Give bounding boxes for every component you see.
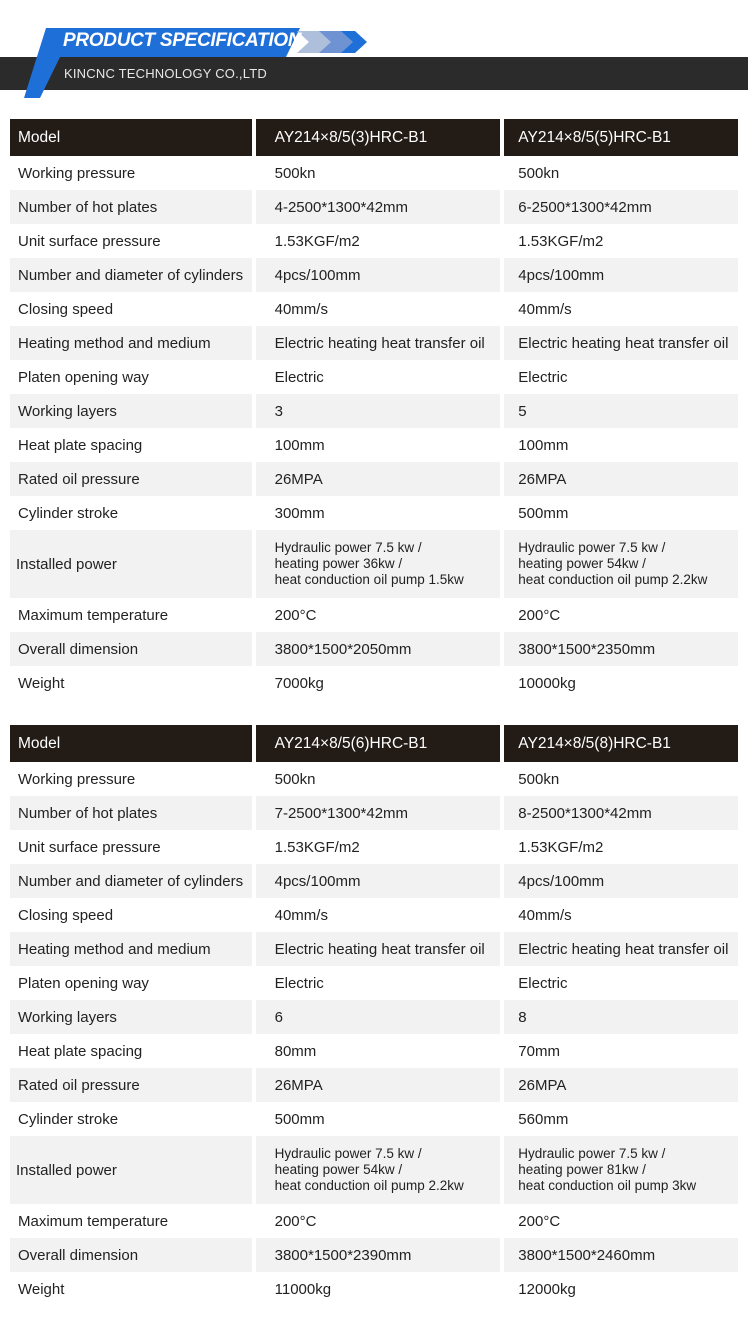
spec-label: Heat plate spacing: [18, 1042, 143, 1060]
spec-table-1: [10, 119, 738, 700]
spec-label: Installed power: [10, 530, 252, 598]
spec-value: Electric heating heat transfer oil: [504, 326, 738, 360]
table-row: [10, 190, 738, 224]
spec-value: 560mm: [518, 1110, 569, 1128]
spec-value: 3: [256, 394, 501, 428]
spec-label: Overall dimension: [10, 632, 252, 666]
spec-value: 3800*1500*2350mm: [504, 632, 738, 666]
model-name: AY214×8/5(6)HRC-B1: [256, 725, 501, 762]
power-line: heating power 54kw /: [518, 556, 646, 571]
spec-value: 7000kg: [274, 674, 324, 692]
table-row: [10, 292, 738, 326]
spec-value: 500kn: [274, 164, 316, 182]
spec-value: 26MPA: [256, 462, 501, 496]
model-name: AY214×8/5(5)HRC-B1: [504, 119, 738, 156]
power-line: heat conduction oil pump 3kw: [518, 1178, 697, 1193]
table-row: [10, 932, 738, 966]
table-row: [10, 1272, 738, 1306]
spec-label: Unit surface pressure: [18, 838, 161, 856]
spec-value: 4pcs/100mm: [256, 864, 501, 898]
table-row: [10, 864, 738, 898]
spec-value: 12000kg: [518, 1280, 576, 1298]
spec-label: Closing speed: [18, 300, 114, 318]
power-line: Hydraulic power 7.5 kw /: [518, 1146, 666, 1161]
spec-value: 40mm/s: [518, 300, 572, 318]
spec-value: 40mm/s: [274, 906, 328, 924]
spec-label: Cylinder stroke: [18, 504, 119, 522]
spec-label: Unit surface pressure: [18, 232, 161, 250]
spec-value: Electric heating heat transfer oil: [504, 932, 738, 966]
company-name: KINCNC TECHNOLOGY CO.,LTD: [64, 66, 267, 81]
table-row: [10, 496, 738, 530]
spec-value: Electric heating heat transfer oil: [256, 932, 501, 966]
table-row: [10, 898, 738, 932]
table-row: [10, 1000, 738, 1034]
spec-label: Platen opening way: [18, 368, 149, 386]
spec-label: Working pressure: [18, 770, 136, 788]
spec-value: 500mm: [518, 504, 569, 522]
spec-value: 200°C: [518, 606, 561, 624]
spec-value: 80mm: [274, 1042, 317, 1060]
table-row-installed-power: [10, 1136, 738, 1204]
spec-value: 5: [504, 394, 738, 428]
spec-label: Installed power: [10, 1136, 252, 1204]
spec-value: 7-2500*1300*42mm: [256, 796, 501, 830]
spec-label: Maximum temperature: [18, 606, 169, 624]
table-row-installed-power: [10, 530, 738, 598]
spec-value: Electric: [518, 974, 568, 992]
table-row: [10, 666, 738, 700]
table-row: [10, 1238, 738, 1272]
spec-value: Electric: [518, 368, 568, 386]
spec-value: 26MPA: [504, 1068, 738, 1102]
spec-label: Weight: [18, 1280, 65, 1298]
spec-value: 500kn: [518, 770, 560, 788]
spec-label: Working layers: [10, 394, 252, 428]
header-label: Model: [10, 725, 252, 762]
table-row: [10, 830, 738, 864]
spec-label: Overall dimension: [10, 1238, 252, 1272]
spec-value: 3800*1500*2050mm: [256, 632, 501, 666]
spec-value: 500kn: [518, 164, 560, 182]
spec-value: 26MPA: [504, 462, 738, 496]
spec-value: 100mm: [518, 436, 569, 454]
spec-value-multiline: [256, 530, 501, 598]
spec-value: 4pcs/100mm: [504, 258, 738, 292]
table-header-row: [10, 119, 738, 156]
spec-value: 8: [504, 1000, 738, 1034]
spec-value: 1.53KGF/m2: [518, 838, 604, 856]
page-title: PRODUCT SPECIFICATION: [63, 30, 302, 51]
table-row: [10, 796, 738, 830]
spec-value: Electric: [274, 974, 324, 992]
table-header-row: [10, 725, 738, 762]
spec-label: Working pressure: [18, 164, 136, 182]
spec-value: 11000kg: [274, 1280, 332, 1298]
spec-value: 100mm: [274, 436, 325, 454]
spec-value: 4pcs/100mm: [256, 258, 501, 292]
power-line: Hydraulic power 7.5 kw /: [274, 540, 422, 555]
header-label: Model: [10, 119, 252, 156]
spec-label: Maximum temperature: [18, 1212, 169, 1230]
spec-value: 200°C: [518, 1212, 561, 1230]
table-row: [10, 462, 738, 496]
spec-value: 300mm: [274, 504, 325, 522]
header-banner: [0, 0, 750, 100]
table-row: [10, 632, 738, 666]
spec-value: 8-2500*1300*42mm: [504, 796, 738, 830]
spec-label: Cylinder stroke: [18, 1110, 119, 1128]
spec-value: 70mm: [518, 1042, 560, 1060]
spec-value: 4-2500*1300*42mm: [256, 190, 501, 224]
table-row: [10, 326, 738, 360]
spec-label: Number of hot plates: [10, 190, 252, 224]
spec-value: 26MPA: [256, 1068, 501, 1102]
spec-label: Heat plate spacing: [18, 436, 143, 454]
spec-value-multiline: [256, 1136, 501, 1204]
spec-value: 4pcs/100mm: [504, 864, 738, 898]
table-row: [10, 156, 738, 190]
spec-value: 6: [256, 1000, 501, 1034]
table-row: [10, 360, 738, 394]
spec-label: Closing speed: [18, 906, 114, 924]
spec-label: Heating method and medium: [10, 932, 252, 966]
spec-value: 1.53KGF/m2: [274, 838, 360, 856]
spec-value: 200°C: [274, 606, 317, 624]
spec-value-multiline: [504, 530, 738, 598]
table-row: [10, 1068, 738, 1102]
spec-value: 3800*1500*2460mm: [504, 1238, 738, 1272]
power-line: heating power 36kw /: [274, 556, 403, 571]
spec-value: 40mm/s: [518, 906, 572, 924]
table-row: [10, 394, 738, 428]
spec-value: 3800*1500*2390mm: [256, 1238, 501, 1272]
power-line: heating power 54kw /: [274, 1162, 403, 1177]
spec-label: Number of hot plates: [10, 796, 252, 830]
power-line: heat conduction oil pump 2.2kw: [518, 572, 708, 587]
power-line: heating power 81kw /: [518, 1162, 646, 1177]
spec-label: Number and diameter of cylinders: [10, 864, 252, 898]
spec-label: Heating method and medium: [10, 326, 252, 360]
spec-value-multiline: [504, 1136, 738, 1204]
table-row: [10, 598, 738, 632]
table-row: [10, 762, 738, 796]
spec-label: Rated oil pressure: [10, 462, 252, 496]
spec-label: Working layers: [10, 1000, 252, 1034]
power-line: heat conduction oil pump 2.2kw: [274, 1178, 464, 1193]
power-line: Hydraulic power 7.5 kw /: [274, 1146, 422, 1161]
model-name: AY214×8/5(3)HRC-B1: [256, 119, 501, 156]
spec-label: Platen opening way: [18, 974, 149, 992]
spec-value: Electric: [274, 368, 324, 386]
table-row: [10, 1034, 738, 1068]
table-row: [10, 258, 738, 292]
spec-value: 1.53KGF/m2: [518, 232, 604, 250]
table-row: [10, 1204, 738, 1238]
model-name: AY214×8/5(8)HRC-B1: [504, 725, 738, 762]
power-line: heat conduction oil pump 1.5kw: [274, 572, 464, 587]
table-row: [10, 224, 738, 258]
power-line: Hydraulic power 7.5 kw /: [518, 540, 666, 555]
spec-value: 500kn: [274, 770, 316, 788]
spec-value: 40mm/s: [274, 300, 328, 318]
spec-label: Weight: [18, 674, 65, 692]
spec-value: 500mm: [274, 1110, 325, 1128]
spec-value: 10000kg: [518, 674, 576, 692]
spec-value: 1.53KGF/m2: [274, 232, 360, 250]
table-row: [10, 428, 738, 462]
spec-label: Number and diameter of cylinders: [10, 258, 252, 292]
spec-value: Electric heating heat transfer oil: [256, 326, 501, 360]
spec-value: 200°C: [274, 1212, 317, 1230]
table-row: [10, 966, 738, 1000]
spec-label: Rated oil pressure: [10, 1068, 252, 1102]
spec-value: 6-2500*1300*42mm: [504, 190, 738, 224]
table-row: [10, 1102, 738, 1136]
spec-table-2: [10, 725, 738, 1306]
